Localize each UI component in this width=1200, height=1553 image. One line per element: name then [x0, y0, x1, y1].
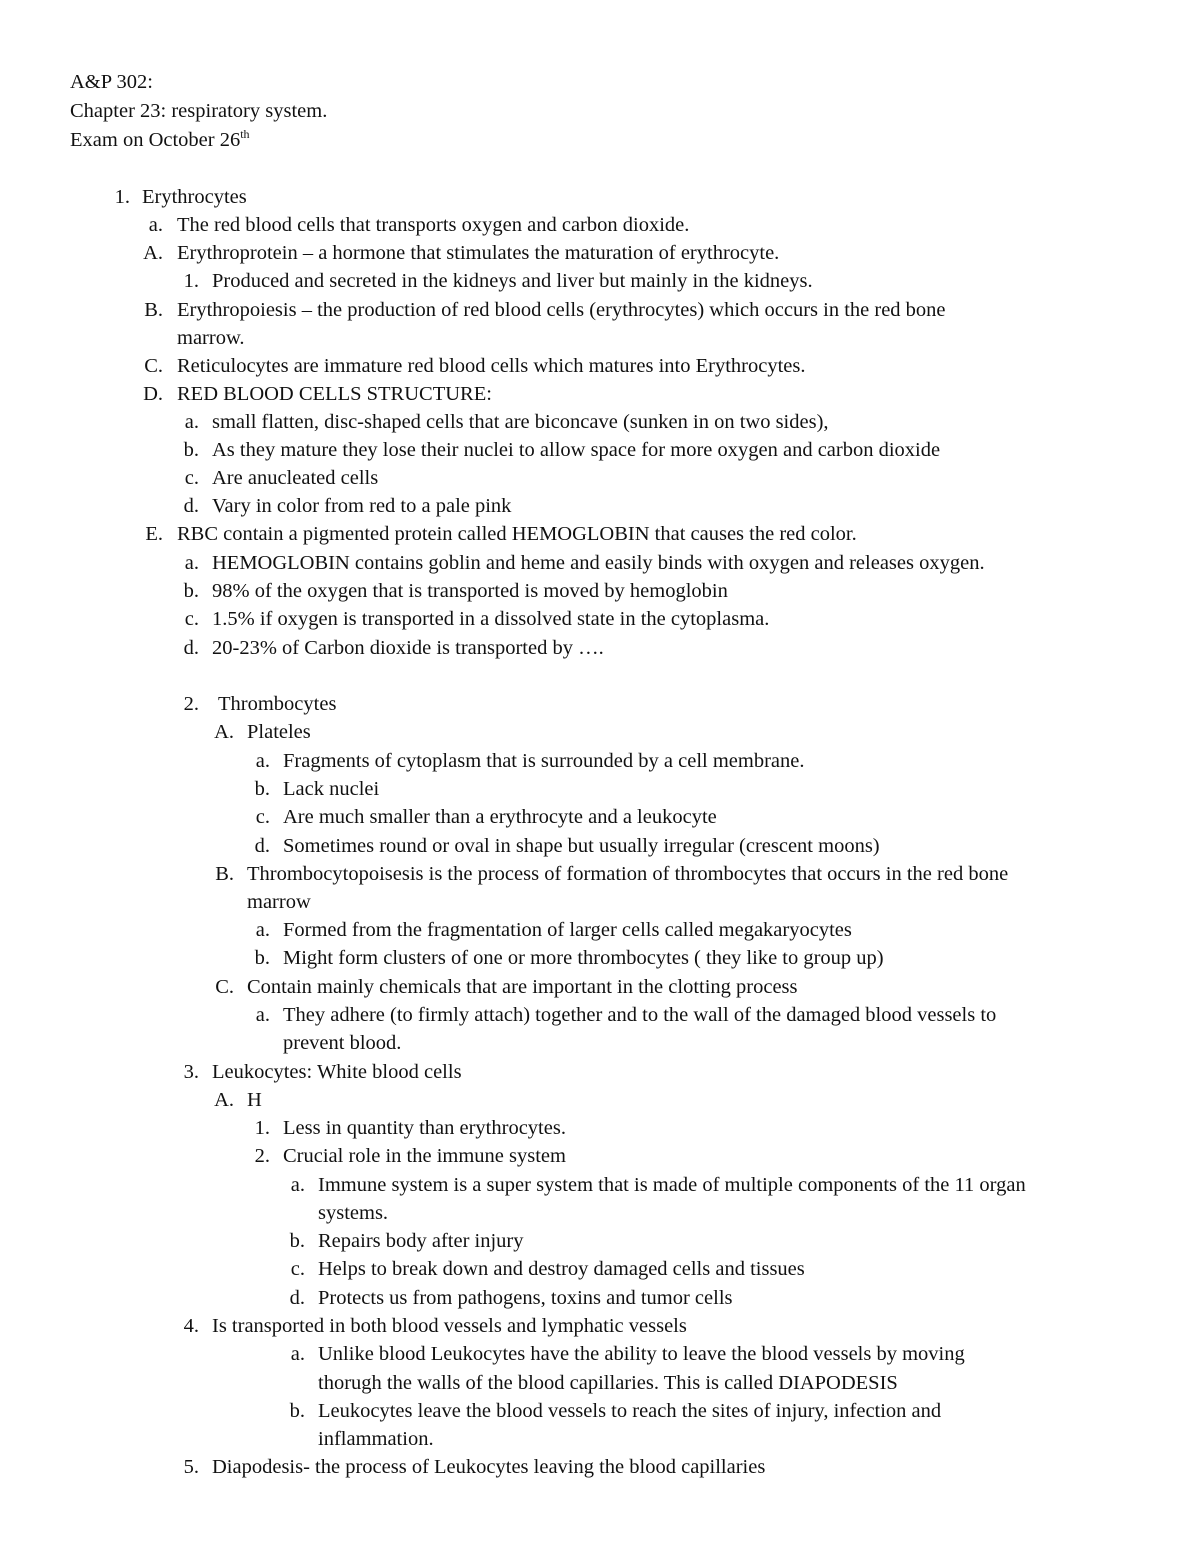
- list-marker: b.: [289, 1230, 305, 1252]
- list-marker: d.: [289, 1287, 305, 1309]
- list-item: 20-23% of Carbon dioxide is transported by ….: [212, 637, 604, 659]
- list-item: Leukocytes: White blood cells: [212, 1061, 462, 1083]
- list-item: Thrombocytes: [218, 693, 337, 715]
- list-item: H: [247, 1089, 262, 1111]
- list-item: Are much smaller than a erythrocyte and a leukocyte: [283, 806, 717, 828]
- list-item: Unlike blood Leukocytes have the ability to leave the blood vessels by moving: [318, 1343, 965, 1365]
- list-item: They adhere (to firmly attach) together and to the wall of the damaged blood vessels to: [283, 1004, 997, 1026]
- list-item: Are anucleated cells: [212, 467, 379, 489]
- list-marker: 1.: [183, 270, 199, 292]
- chapter-title: Chapter 23: respiratory system.: [70, 100, 328, 122]
- exam-date-text: Exam on October 26: [70, 129, 241, 151]
- list-item: As they mature they lose their nuclei to allow space for more oxygen and carbon dioxide: [212, 439, 941, 461]
- list-marker: 1.: [114, 186, 130, 208]
- list-marker: a.: [255, 919, 270, 941]
- list-marker: c.: [184, 467, 199, 489]
- list-item: 98% of the oxygen that is transported is moved by hemoglobin: [212, 580, 728, 602]
- list-item: Helps to break down and destroy damaged cells and tissues: [318, 1258, 805, 1280]
- list-item: Plateles: [247, 721, 311, 743]
- list-item: Is transported in both blood vessels and lymphatic vessels: [212, 1315, 687, 1337]
- list-marker: 5.: [183, 1456, 199, 1478]
- list-marker: D.: [143, 383, 163, 405]
- list-marker: b.: [183, 439, 199, 461]
- list-item: Vary in color from red to a pale pink: [212, 495, 512, 517]
- list-item: RED BLOOD CELLS STRUCTURE:: [177, 383, 492, 405]
- list-item: HEMOGLOBIN contains goblin and heme and easily binds with oxygen and releases oxygen.: [212, 552, 985, 574]
- list-marker: c.: [290, 1258, 305, 1280]
- list-item: Protects us from pathogens, toxins and tumor cells: [318, 1287, 733, 1309]
- list-marker: a.: [290, 1174, 305, 1196]
- list-item: thorugh the walls of the blood capillaries. This is called DIAPODESIS: [318, 1372, 898, 1394]
- list-item: inflammation.: [318, 1428, 434, 1450]
- list-item: systems.: [318, 1202, 389, 1224]
- list-item: Repairs body after injury: [318, 1230, 524, 1252]
- list-marker: a.: [255, 1004, 270, 1026]
- list-marker: B.: [215, 863, 234, 885]
- list-marker: A.: [143, 242, 163, 264]
- list-marker: a.: [184, 552, 199, 574]
- list-marker: C.: [144, 355, 163, 377]
- list-item: Contain mainly chemicals that are important in the clotting process: [247, 976, 798, 998]
- list-item: Diapodesis- the process of Leukocytes leaving the blood capillaries: [212, 1456, 766, 1478]
- list-marker: 2.: [183, 693, 199, 715]
- list-item: Lack nuclei: [283, 778, 380, 800]
- list-item: Crucial role in the immune system: [283, 1145, 566, 1167]
- list-item: Immune system is a super system that is made of multiple components of the 11 organ: [318, 1174, 1026, 1196]
- list-item: Reticulocytes are immature red blood cells which matures into Erythrocytes.: [177, 355, 806, 377]
- list-marker: b.: [183, 580, 199, 602]
- list-marker: C.: [215, 976, 234, 998]
- list-marker: b.: [254, 778, 270, 800]
- exam-date-suffix: th: [240, 127, 250, 142]
- list-item: small flatten, disc-shaped cells that are biconcave (sunken in on two sides),: [212, 411, 829, 433]
- list-marker: B.: [144, 299, 163, 321]
- list-marker: a.: [148, 214, 163, 236]
- list-item: marrow.: [177, 327, 245, 349]
- list-item: 1.5% if oxygen is transported in a dissolved state in the cytoplasma.: [212, 608, 770, 630]
- list-marker: c.: [184, 608, 199, 630]
- list-marker: A.: [214, 721, 234, 743]
- exam-date: [70, 126, 250, 154]
- list-marker: b.: [289, 1400, 305, 1422]
- list-marker: c.: [255, 806, 270, 828]
- list-item: RBC contain a pigmented protein called HEMOGLOBIN that causes the red color.: [177, 523, 857, 545]
- list-marker: 4.: [183, 1315, 199, 1337]
- list-item: Sometimes round or oval in shape but usually irregular (crescent moons): [283, 835, 880, 857]
- list-marker: 2.: [254, 1145, 270, 1167]
- list-marker: a.: [255, 750, 270, 772]
- list-marker: a.: [290, 1343, 305, 1365]
- list-marker: d.: [254, 835, 270, 857]
- list-item: marrow: [247, 891, 311, 913]
- list-item: The red blood cells that transports oxygen and carbon dioxide.: [177, 214, 690, 236]
- list-item: prevent blood.: [283, 1032, 402, 1054]
- list-item: Erythroprotein – a hormone that stimulates the maturation of erythrocyte.: [177, 242, 780, 264]
- list-item: Produced and secreted in the kidneys and liver but mainly in the kidneys.: [212, 270, 813, 292]
- list-item: Erythropoiesis – the production of red blood cells (erythrocytes) which occurs in the red bone: [177, 299, 946, 321]
- list-item: Less in quantity than erythrocytes.: [283, 1117, 566, 1139]
- list-item: Formed from the fragmentation of larger cells called megakaryocytes: [283, 919, 852, 941]
- list-item: Thrombocytopoisesis is the process of formation of thrombocytes that occurs in the red bone: [247, 863, 1009, 885]
- list-marker: b.: [254, 947, 270, 969]
- list-marker: 1.: [254, 1117, 270, 1139]
- list-item: Erythrocytes: [142, 186, 247, 208]
- list-marker: 3.: [183, 1061, 199, 1083]
- list-item: Fragments of cytoplasm that is surrounded by a cell membrane.: [283, 750, 805, 772]
- list-marker: d.: [183, 495, 199, 517]
- course-title: A&P 302:: [70, 71, 153, 93]
- list-marker: E.: [145, 523, 163, 545]
- list-marker: A.: [214, 1089, 234, 1111]
- list-marker: a.: [184, 411, 199, 433]
- list-item: Might form clusters of one or more thrombocytes ( they like to group up): [283, 947, 884, 969]
- list-marker: d.: [183, 637, 199, 659]
- list-item: Leukocytes leave the blood vessels to reach the sites of injury, infection and: [318, 1400, 942, 1422]
